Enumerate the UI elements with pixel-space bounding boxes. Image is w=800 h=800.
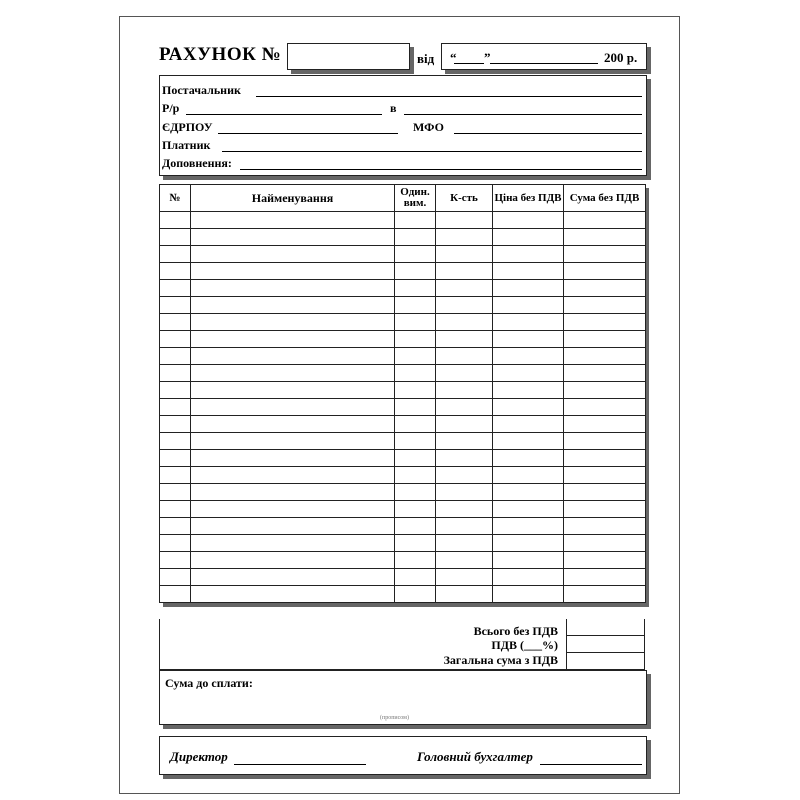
signature-box	[159, 736, 647, 775]
table-row	[160, 433, 646, 450]
table-cell[interactable]	[493, 263, 564, 280]
table-cell[interactable]	[493, 433, 564, 450]
table-cell[interactable]	[564, 348, 646, 365]
table-cell[interactable]	[395, 569, 436, 586]
table-cell[interactable]	[436, 280, 493, 297]
table-cell[interactable]	[493, 501, 564, 518]
table-cell[interactable]	[160, 297, 191, 314]
table-cell[interactable]	[436, 331, 493, 348]
table-cell[interactable]	[493, 467, 564, 484]
table-cell[interactable]	[564, 399, 646, 416]
table-cell[interactable]	[395, 484, 436, 501]
table-cell[interactable]	[436, 297, 493, 314]
table-cell[interactable]	[493, 416, 564, 433]
table-cell[interactable]	[395, 467, 436, 484]
account-field[interactable]	[186, 114, 382, 115]
table-row	[160, 484, 646, 501]
table-row	[160, 569, 646, 586]
col-qty-header: К-сть	[436, 185, 493, 212]
col-price-header: Ціна без ПДВ	[493, 185, 564, 212]
table-cell[interactable]	[564, 280, 646, 297]
table-cell[interactable]	[395, 416, 436, 433]
table-row	[160, 263, 646, 280]
table-cell[interactable]	[564, 484, 646, 501]
supplier-label: Постачальник	[162, 83, 241, 97]
date-month-line	[490, 63, 598, 64]
table-cell[interactable]	[160, 467, 191, 484]
table-cell[interactable]	[493, 569, 564, 586]
table-cell[interactable]	[493, 586, 564, 603]
table-cell[interactable]	[493, 246, 564, 263]
table-cell[interactable]	[191, 416, 395, 433]
items-table	[159, 184, 646, 603]
table-cell[interactable]	[160, 246, 191, 263]
table-cell[interactable]	[191, 382, 395, 399]
table-cell[interactable]	[493, 552, 564, 569]
table-cell[interactable]	[191, 535, 395, 552]
table-cell[interactable]	[493, 399, 564, 416]
table-cell[interactable]	[191, 467, 395, 484]
table-cell[interactable]	[191, 297, 395, 314]
table-cell[interactable]	[564, 382, 646, 399]
items-table-header	[160, 185, 646, 212]
table-cell[interactable]	[564, 297, 646, 314]
table-cell[interactable]	[493, 297, 564, 314]
table-cell[interactable]	[160, 552, 191, 569]
table-cell[interactable]	[493, 382, 564, 399]
table-cell[interactable]	[493, 280, 564, 297]
bank-field[interactable]	[404, 114, 642, 115]
supplier-details-box	[159, 75, 647, 176]
date-prefix: від	[417, 51, 435, 66]
table-cell[interactable]	[160, 501, 191, 518]
table-row	[160, 212, 646, 229]
invoice-date-field[interactable]	[441, 43, 647, 70]
table-cell[interactable]	[493, 348, 564, 365]
table-row	[160, 586, 646, 603]
col-sum-header: Сума без ПДВ	[564, 185, 646, 212]
amount-due-box[interactable]	[159, 670, 647, 725]
table-cell[interactable]	[395, 246, 436, 263]
table-cell[interactable]	[191, 348, 395, 365]
table-row	[160, 399, 646, 416]
col-number-header: №	[160, 185, 191, 212]
table-cell[interactable]	[160, 399, 191, 416]
table-cell[interactable]	[493, 229, 564, 246]
table-cell[interactable]	[395, 433, 436, 450]
table-row	[160, 280, 646, 297]
table-cell[interactable]	[493, 518, 564, 535]
mfo-label: МФО	[413, 120, 444, 134]
date-quote-open: “	[450, 50, 457, 65]
table-cell[interactable]	[395, 263, 436, 280]
table-row	[160, 229, 646, 246]
table-row	[160, 246, 646, 263]
table-row	[160, 297, 646, 314]
table-cell[interactable]	[191, 569, 395, 586]
table-cell[interactable]	[191, 212, 395, 229]
table-cell[interactable]	[191, 484, 395, 501]
table-cell[interactable]	[395, 365, 436, 382]
table-cell[interactable]	[395, 450, 436, 467]
table-cell[interactable]	[564, 535, 646, 552]
table-cell[interactable]	[436, 433, 493, 450]
table-cell[interactable]	[160, 314, 191, 331]
table-cell[interactable]	[564, 501, 646, 518]
table-cell[interactable]	[395, 586, 436, 603]
vat-field[interactable]	[566, 636, 645, 653]
table-cell[interactable]	[395, 212, 436, 229]
date-year-label: 200 р.	[604, 50, 638, 65]
payer-field[interactable]	[222, 151, 642, 152]
total-with-vat-field[interactable]	[566, 653, 645, 669]
director-label: Директор	[170, 749, 228, 764]
items-table-body	[160, 212, 646, 603]
account-label: Р/р	[162, 101, 180, 115]
supplier-field[interactable]	[256, 96, 642, 97]
table-row	[160, 535, 646, 552]
table-cell[interactable]	[564, 263, 646, 280]
table-cell[interactable]	[436, 229, 493, 246]
table-cell[interactable]	[436, 263, 493, 280]
table-cell[interactable]	[493, 450, 564, 467]
table-cell[interactable]	[395, 382, 436, 399]
table-cell[interactable]	[436, 501, 493, 518]
table-cell[interactable]	[191, 246, 395, 263]
table-cell[interactable]	[493, 484, 564, 501]
table-cell[interactable]	[160, 416, 191, 433]
table-cell[interactable]	[395, 314, 436, 331]
table-row	[160, 552, 646, 569]
table-cell[interactable]	[436, 399, 493, 416]
accountant-signature-field[interactable]	[540, 764, 642, 765]
table-cell[interactable]	[160, 433, 191, 450]
table-cell[interactable]	[436, 314, 493, 331]
table-row	[160, 416, 646, 433]
table-cell[interactable]	[160, 484, 191, 501]
additions-label: Доповнення:	[162, 156, 232, 170]
table-cell[interactable]	[436, 484, 493, 501]
table-row	[160, 382, 646, 399]
table-cell[interactable]	[436, 569, 493, 586]
table-cell[interactable]	[564, 569, 646, 586]
table-cell[interactable]	[160, 569, 191, 586]
table-cell[interactable]	[395, 280, 436, 297]
table-cell[interactable]	[191, 586, 395, 603]
table-cell[interactable]	[191, 501, 395, 518]
table-cell[interactable]	[160, 518, 191, 535]
table-cell[interactable]	[564, 314, 646, 331]
table-cell[interactable]	[160, 280, 191, 297]
table-cell[interactable]	[191, 229, 395, 246]
invoice-title: РАХУНОК №	[159, 44, 282, 65]
table-cell[interactable]	[564, 467, 646, 484]
table-cell[interactable]	[191, 365, 395, 382]
table-cell[interactable]	[191, 450, 395, 467]
table-cell[interactable]	[160, 365, 191, 382]
table-cell[interactable]	[395, 518, 436, 535]
table-cell[interactable]	[564, 229, 646, 246]
table-row	[160, 467, 646, 484]
table-row	[160, 365, 646, 382]
table-cell[interactable]	[160, 348, 191, 365]
total-with-vat-label: Загальна сума з ПДВ	[443, 653, 558, 667]
table-cell[interactable]	[564, 586, 646, 603]
table-cell[interactable]	[160, 586, 191, 603]
table-cell[interactable]	[395, 229, 436, 246]
col-name-header: Найменування	[191, 185, 395, 212]
table-cell[interactable]	[436, 382, 493, 399]
table-cell[interactable]	[436, 586, 493, 603]
table-row	[160, 518, 646, 535]
table-cell[interactable]	[493, 314, 564, 331]
table-cell[interactable]	[191, 331, 395, 348]
table-row	[160, 348, 646, 365]
invoice-number-field[interactable]	[287, 43, 410, 70]
table-cell[interactable]	[564, 450, 646, 467]
table-cell[interactable]	[191, 518, 395, 535]
payer-label: Платник	[162, 138, 211, 152]
table-cell[interactable]	[564, 331, 646, 348]
table-cell[interactable]	[436, 212, 493, 229]
additions-field[interactable]	[240, 169, 642, 170]
table-cell[interactable]	[160, 263, 191, 280]
vat-label: ПДВ (___%)	[491, 638, 558, 652]
table-cell[interactable]	[436, 348, 493, 365]
table-cell[interactable]	[160, 212, 191, 229]
accountant-label: Головний бухгалтер	[417, 749, 533, 764]
table-cell[interactable]	[395, 297, 436, 314]
items-table-wrap	[159, 184, 645, 603]
table-cell[interactable]	[564, 365, 646, 382]
table-cell[interactable]	[191, 280, 395, 297]
table-cell[interactable]	[493, 535, 564, 552]
table-cell[interactable]	[564, 552, 646, 569]
table-cell[interactable]	[395, 501, 436, 518]
table-cell[interactable]	[395, 331, 436, 348]
date-day-line	[454, 63, 484, 64]
table-row	[160, 314, 646, 331]
table-cell[interactable]	[160, 382, 191, 399]
table-cell[interactable]	[564, 212, 646, 229]
table-cell[interactable]	[395, 552, 436, 569]
table-cell[interactable]	[191, 399, 395, 416]
table-cell[interactable]	[436, 518, 493, 535]
table-cell[interactable]	[160, 450, 191, 467]
table-cell[interactable]	[191, 552, 395, 569]
table-cell[interactable]	[436, 416, 493, 433]
table-row	[160, 450, 646, 467]
mfo-field[interactable]	[454, 133, 642, 134]
table-cell[interactable]	[191, 433, 395, 450]
amount-due-label: Сума до сплати:	[165, 676, 253, 690]
table-cell[interactable]	[436, 552, 493, 569]
table-cell[interactable]	[436, 246, 493, 263]
table-row	[160, 331, 646, 348]
table-cell[interactable]	[564, 246, 646, 263]
table-cell[interactable]	[191, 263, 395, 280]
totals-block	[159, 619, 645, 670]
table-cell[interactable]	[436, 535, 493, 552]
date-quote-close: ”	[484, 50, 491, 65]
table-cell[interactable]	[436, 467, 493, 484]
table-cell[interactable]	[493, 212, 564, 229]
table-cell[interactable]	[395, 399, 436, 416]
table-cell[interactable]	[493, 365, 564, 382]
col-unit-header: Один. вим.	[395, 185, 436, 212]
table-cell[interactable]	[160, 229, 191, 246]
table-cell[interactable]	[564, 416, 646, 433]
table-cell[interactable]	[395, 348, 436, 365]
table-cell[interactable]	[436, 450, 493, 467]
table-cell[interactable]	[191, 314, 395, 331]
amount-words-hint: (прописом)	[380, 715, 409, 721]
table-cell[interactable]	[564, 518, 646, 535]
edrpou-field[interactable]	[218, 133, 398, 134]
table-cell[interactable]	[493, 331, 564, 348]
table-row	[160, 501, 646, 518]
total-no-vat-field[interactable]	[566, 619, 645, 636]
edrpou-label: ЄДРПОУ	[162, 120, 213, 134]
bank-label: в	[390, 101, 397, 115]
total-no-vat-label: Всього без ПДВ	[473, 624, 558, 638]
director-signature-field[interactable]	[234, 764, 366, 765]
table-cell[interactable]	[160, 535, 191, 552]
table-cell[interactable]	[436, 365, 493, 382]
table-cell[interactable]	[564, 433, 646, 450]
table-cell[interactable]	[395, 535, 436, 552]
table-cell[interactable]	[160, 331, 191, 348]
